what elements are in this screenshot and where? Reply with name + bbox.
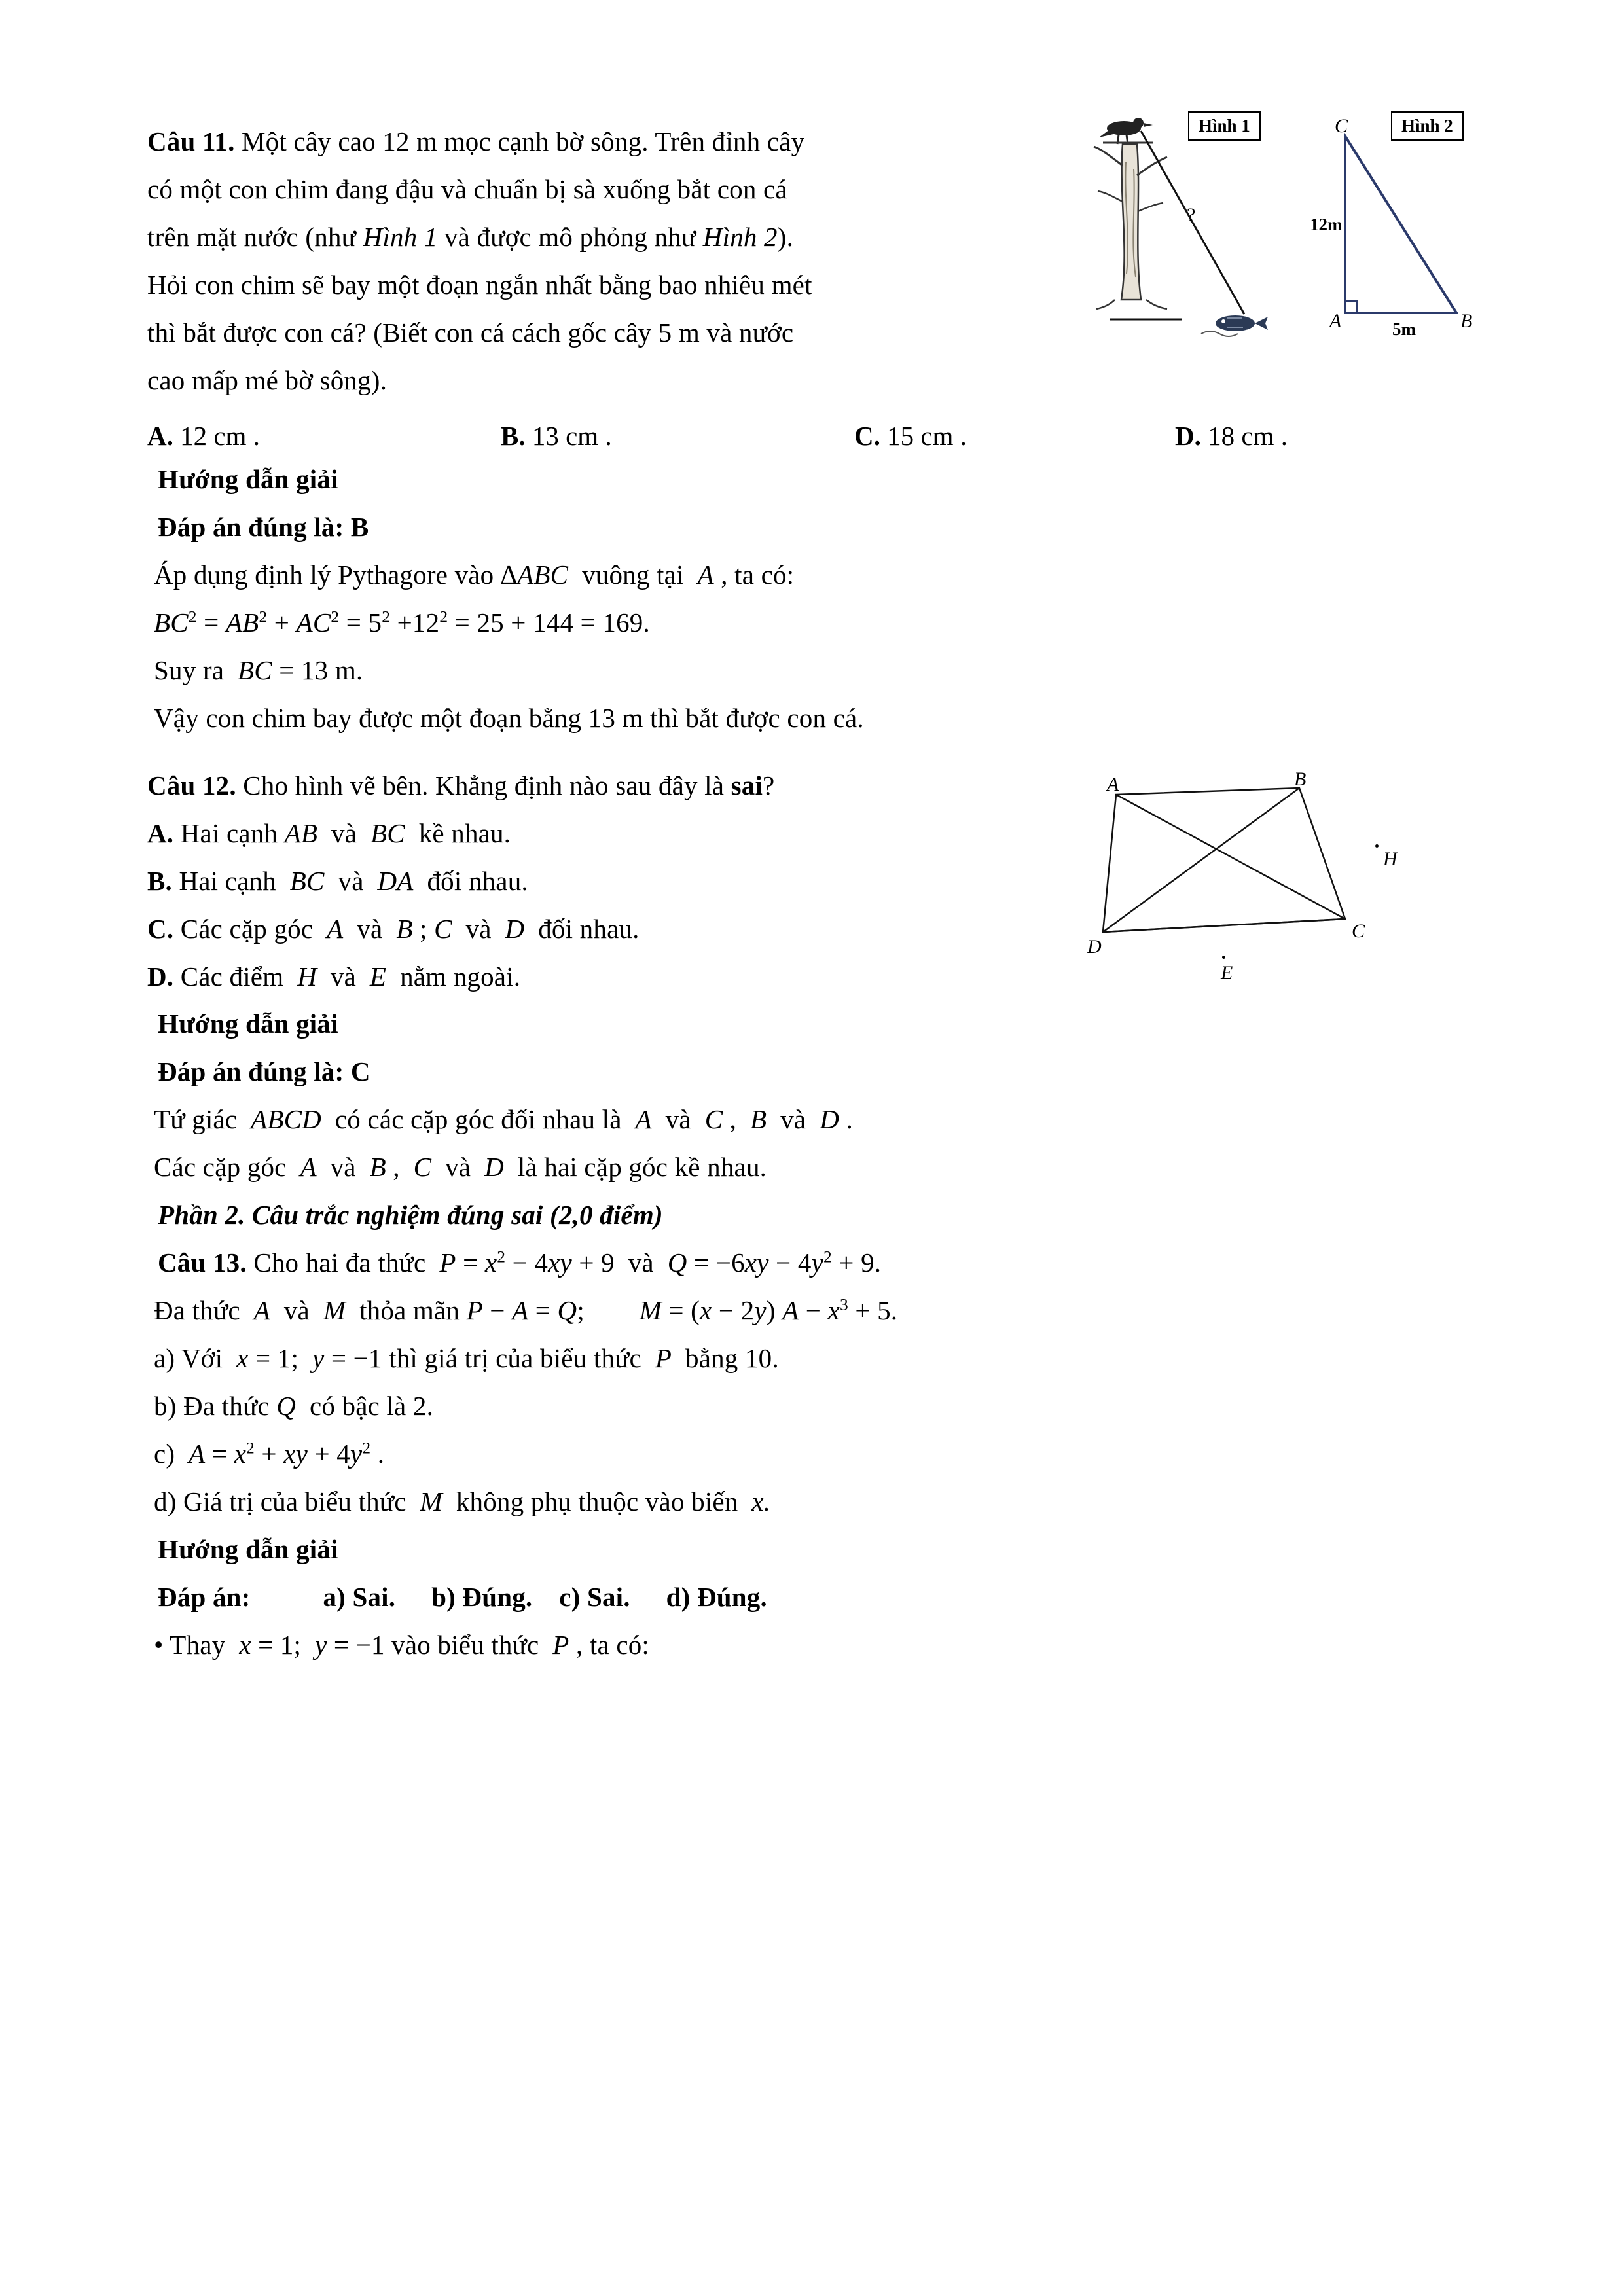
question-12-text (147, 762, 992, 1001)
question-12-option-b[interactable]: B. Hai cạnh BC và DA đối nhau. (147, 865, 528, 896)
question-11-line-6: cao mấp mé bờ sông). (147, 365, 388, 395)
figure-1-illustration (1090, 103, 1286, 391)
question-13-answer-row (147, 1573, 1483, 1621)
question-12-prompt-pre: Cho hình vẽ bên. Khẳng định nào sau đây là (243, 770, 731, 800)
question-11-text (147, 118, 992, 404)
q12-option-c-key: C. (147, 913, 174, 944)
question-13-answer-label: Đáp án: (158, 1582, 251, 1613)
part-2-heading: Phần 2. Câu trắc nghiệm đúng sai (2,0 điểm) (158, 1200, 663, 1230)
figure-2-vertex-a: A (1329, 310, 1342, 332)
question-11-options (147, 420, 1483, 452)
q12-option-b-key: B. (147, 865, 172, 896)
quad-label-d: D (1087, 935, 1102, 958)
option-c[interactable] (854, 420, 1175, 452)
figure-2-base-label: 5m (1392, 319, 1416, 339)
question-13-item-a: a) Với x = 1; y = −1 thì giá trị của biểu thức P bằng 10. (154, 1343, 779, 1374)
question-12-prompt-post: ? (763, 770, 775, 800)
quad-label-a: A (1107, 773, 1119, 795)
question-13-line-2: Đa thức A và M thỏa mãn P − A = Q; M = (x − 2y) $A - x^3 + 5$. (154, 1295, 898, 1326)
question-11-text-1: Một cây cao 12 m mọc cạnh bờ sông. Trên đỉnh cây (242, 126, 805, 156)
question-11-block (147, 115, 1483, 404)
question-13-answer-c: c) Sai. (559, 1582, 630, 1613)
question-13-item-d: d) Giá trị của biểu thức M không phụ thuộc vào biến x. (154, 1486, 771, 1517)
figure-2-height-label: 12m (1310, 215, 1343, 234)
figure-1-question-mark: ? (1187, 204, 1196, 226)
option-b-value: 13 cm . (532, 420, 612, 451)
question-13-item-b: b) Đa thức Q có bậc là 2. (154, 1391, 434, 1422)
question-11-line-1 (147, 118, 992, 166)
question-11-solution-2: $BC^2 = AB^2 + AC^2 = 5^2 +12^2 = 25 + 144 = 169$. (154, 607, 650, 637)
question-12-option-d[interactable]: D. Các điểm H và E nằm ngoài. (147, 961, 521, 992)
question-12-option-c[interactable]: C. Các cặp góc A và B ; C và D đối nhau. (147, 913, 640, 944)
quad-point-h-dot (1375, 844, 1379, 848)
question-11-label: Câu 11. (147, 126, 235, 156)
figure-2-label: Hình 2 (1391, 111, 1464, 141)
question-13-answer-b: b) Đúng. (431, 1582, 533, 1613)
figure-2-vertex-c: C (1335, 115, 1348, 137)
option-a-key: A. (147, 420, 173, 451)
question-13-item-c: c) $A = x^2$ + xy + $4y^2$ . (154, 1439, 385, 1469)
question-13-answer-a: a) Sai. (323, 1582, 396, 1613)
question-13-label: Câu 13. (158, 1247, 247, 1278)
quad-label-e: E (1221, 961, 1233, 984)
question-11-answer: Đáp án đúng là: B (158, 511, 369, 542)
question-12-prompt-keyword: sai (731, 770, 763, 800)
quad-label-h: H (1383, 848, 1398, 870)
question-13-line-1: Câu 13. Cho hai đa thức $P = x^2 - 4xy + 9$ và $Q = -6xy - 4y^2 + 9$. (158, 1247, 882, 1278)
option-d-key: D. (1175, 420, 1201, 451)
option-d-value: 18 cm . (1208, 420, 1288, 451)
quad-point-e-dot (1222, 956, 1225, 959)
question-11-line-5: thì bắt được con cá? (Biết con cá cách gốc cây 5 m và nước (147, 317, 794, 348)
question-12-solution-2: Các cặp góc A và B , C và D là hai cặp góc kề nhau. (154, 1152, 767, 1183)
question-12-guide-title: Hướng dẫn giải (158, 1009, 338, 1039)
q12-option-a-key: A. (147, 817, 174, 848)
question-12-block (147, 762, 1483, 1001)
question-12-label: Câu 12. (147, 770, 236, 800)
question-11-solution-3: Suy ra BC = 13 m. (154, 655, 363, 685)
option-c-value: 15 cm . (887, 420, 967, 451)
question-11-line-3: trên mặt nước (như Hình 1 và được mô phỏng như Hình 2). (147, 221, 794, 252)
option-b-key: B. (501, 420, 526, 451)
question-13-solution-1: • Thay x = 1; y = −1 vào biểu thức P , ta có: (154, 1630, 650, 1660)
question-13-answer-d: d) Đúng. (666, 1582, 767, 1613)
option-c-key: C. (854, 420, 880, 451)
quad-label-b: B (1294, 768, 1307, 790)
option-d[interactable] (1175, 420, 1288, 452)
figure-2-vertex-b: B (1460, 310, 1473, 332)
question-11-line-2: có một con chim đang đậu và chuẩn bị sà xuống bắt con cá (147, 173, 787, 204)
option-a[interactable] (147, 420, 501, 452)
question-13-guide-title: Hướng dẫn giải (158, 1534, 338, 1565)
q12-option-d-key: D. (147, 961, 174, 992)
question-11-guide-title: Hướng dẫn giải (158, 463, 338, 494)
option-a-value: 12 cm . (180, 420, 260, 451)
question-12-prompt (147, 762, 992, 810)
question-11-solution-4: Vậy con chim bay được một đoạn bằng 13 m thì bắt được con cá. (154, 702, 864, 733)
question-11-solution-1: Áp dụng định lý Pythagore vào ∆ABC vuông tại A , ta có: (154, 559, 795, 590)
figure-1-label: Hình 1 (1188, 111, 1261, 141)
question-12-figure (1087, 768, 1515, 991)
question-11-figures (1090, 103, 1509, 411)
figure-2-diagram (1306, 103, 1502, 391)
question-11-line-4: Hỏi con chim sẽ bay một đoạn ngắn nhất bằng bao nhiêu mét (147, 269, 812, 300)
quad-label-c: C (1352, 920, 1365, 942)
question-12-option-a[interactable]: A. Hai cạnh AB và BC kề nhau. (147, 817, 511, 848)
question-12-answer: Đáp án đúng là: C (158, 1056, 370, 1087)
question-12-solution-1: Tứ giác ABCD có các cặp góc đối nhau là A và C , B và D . (154, 1104, 853, 1135)
option-b[interactable] (501, 420, 854, 452)
